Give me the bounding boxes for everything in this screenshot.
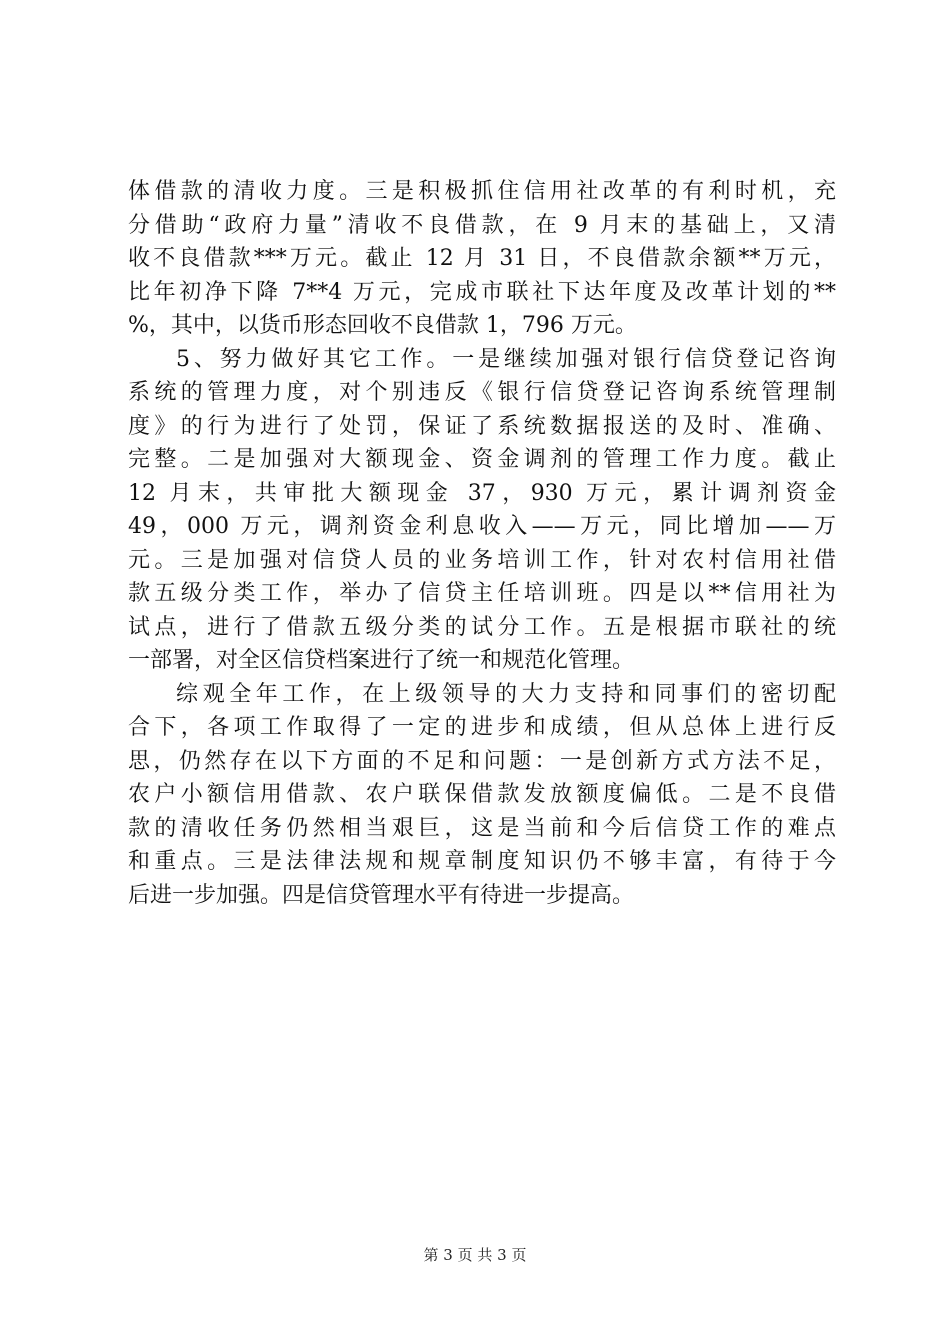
- text-line: %，其中，以货币形态回收不良借款 1，796 万元。: [128, 313, 637, 338]
- text-line: 思，仍然存在以下方面的不足和问题：一是创新方式方法不足，: [128, 748, 836, 774]
- text-line: 度》的行为进行了处罚，保证了系统数据报送的及时、准确、: [128, 413, 836, 439]
- text-line: 农户小额信用借款、农户联保借款发放额度偏低。二是不良借: [128, 782, 836, 807]
- paragraph-loan-recovery: [128, 175, 836, 343]
- document-body: [128, 175, 836, 912]
- text-line: 元。三是加强对信贷人员的业务培训工作，针对农村信用社借: [128, 547, 836, 573]
- text-line: 49，000 万元，调剂资金利息收入——万元，同比增加——万: [128, 514, 836, 539]
- text-line: 12 月末，共审批大额现金 37，930 万元，累计调剂资金: [128, 480, 836, 506]
- text-line: 完整。二是加强对大额现金、资金调剂的管理工作力度。截止: [128, 447, 836, 472]
- text-line: 综观全年工作，在上级领导的大力支持和同事们的密切配: [176, 681, 836, 707]
- text-line: 一部署，对全区信贷档案进行了统一和规范化管理。: [128, 648, 635, 673]
- text-line: 比年初净下降 7**4 万元，完成市联社下达年度及改革计划的**: [128, 279, 836, 305]
- text-line: 收不良借款***万元。截止 12 月 31 日，不良借款余额**万元，: [128, 246, 836, 271]
- text-line: 5、努力做好其它工作。一是继续加强对银行信贷登记咨询: [176, 346, 836, 372]
- text-line: 试点，进行了借款五级分类的试分工作。五是根据市联社的统: [128, 614, 836, 640]
- text-line: 体借款的清收力度。三是积极抓住信用社改革的有利时机，充: [128, 179, 836, 204]
- text-line: 系统的管理力度，对个别违反《银行信贷登记咨询系统管理制: [128, 380, 836, 405]
- text-line: 和重点。三是法律法规和规章制度知识仍不够丰富，有待于今: [128, 849, 836, 874]
- text-line: 后进一步加强。四是信贷管理水平有待进一步提高。: [128, 882, 635, 908]
- text-line: 合下，各项工作取得了一定的进步和成绩，但从总体上进行反: [128, 715, 836, 740]
- paragraph-summary: [128, 678, 836, 913]
- text-line: 分借助“政府力量”清收不良借款，在 9 月末的基础上，又清: [128, 212, 836, 238]
- paragraph-other-work: [128, 343, 836, 678]
- text-line: 款的清收任务仍然相当艰巨，这是当前和今后信贷工作的难点: [128, 815, 836, 841]
- page-number-footer: 第 3 页 共 3 页: [423, 1246, 527, 1264]
- text-line: 款五级分类工作，举办了信贷主任培训班。四是以**信用社为: [128, 581, 836, 606]
